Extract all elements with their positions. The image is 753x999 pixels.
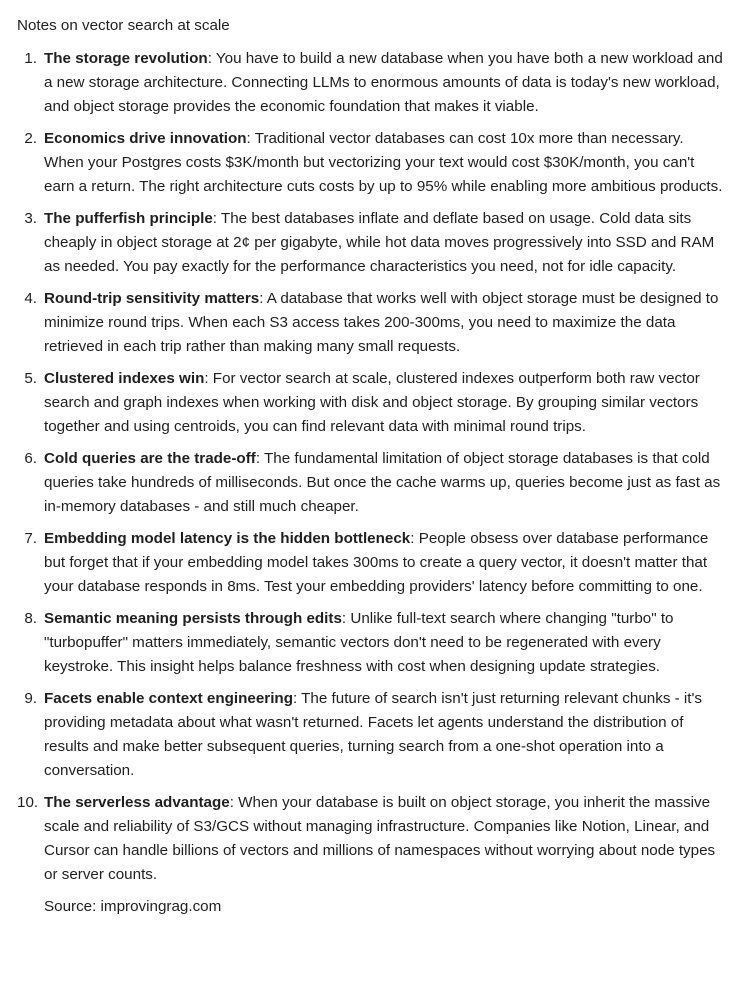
item-body: : The future of search isn't just returning relevant chunks - it's providing metadata about what wasn't returned. Facets let agents understand the distribution of results and make better subsequent queries, turning search from a one-shot operation into a conversation. — [44, 690, 703, 779]
item-body: : For vector search at scale, clustered indexes outperform both raw vector search and graph indexes when working with disk and object storage. By grouping similar vectors together and using centroids, you can find relevant data with minimal round trips. — [44, 370, 700, 435]
item-number: 8. — [24, 610, 37, 627]
item-number: 10. — [17, 794, 39, 811]
item-heading: Facets enable context engineering — [44, 690, 293, 707]
item-body: : You have to build a new database when you have both a new workload and a new storage architecture. Connecting LLMs to enormous amounts of data is today's new workload, and object storage provides the economic foundation that makes it viable. — [44, 50, 723, 115]
list-item — [17, 207, 723, 279]
item-body: : The best databases inflate and deflate based on usage. Cold data sits cheaply in object storage at 2¢ per gigabyte, while hot data moves progressively into SSD and RAM as needed. You pay exactly for the performance characteristics you need, not for idle capacity. — [44, 210, 715, 275]
list-item — [17, 47, 723, 119]
item-heading: The storage revolution — [44, 50, 208, 67]
notes-document — [17, 14, 723, 919]
list-item — [17, 447, 723, 519]
item-body: : People obsess over database performance but forget that if your embedding model takes 300ms to create a query vector, it doesn't matter that your database responds in 8ms. Test your embedding providers' latency before committing to one. — [44, 530, 709, 595]
list-item — [17, 367, 723, 439]
item-heading: Cold queries are the trade-off — [44, 450, 256, 467]
item-body: : When your database is built on object storage, you inherit the massive scale and reliability of S3/GCS without managing infrastructure. Companies like Notion, Linear, and Cursor can handle billions of vectors and millions of namespaces without worrying about node types or server counts. — [44, 794, 716, 883]
list-item — [17, 527, 723, 599]
item-heading: Clustered indexes win — [44, 370, 205, 387]
item-heading: Economics drive innovation — [44, 130, 247, 147]
item-number: 2. — [24, 130, 37, 147]
item-heading: The pufferfish principle — [44, 210, 213, 227]
notes-list — [17, 47, 723, 887]
item-number: 7. — [24, 530, 37, 547]
list-item — [17, 607, 723, 679]
item-heading: Embedding model latency is the hidden bottleneck — [44, 530, 411, 547]
list-item — [17, 287, 723, 359]
list-item — [17, 791, 723, 887]
item-heading: The serverless advantage — [44, 794, 230, 811]
item-number: 1. — [24, 50, 37, 67]
item-body: : The fundamental limitation of object storage databases is that cold queries take hundreds of milliseconds. But once the cache warms up, queries become just as fast as in-memory databases - and still much cheaper. — [44, 450, 721, 515]
item-body: : A database that works well with object storage must be designed to minimize round trips. When each S3 access takes 200-300ms, you need to maximize the data retrieved in each trip rather than making many small requests. — [44, 290, 719, 355]
item-body: : Unlike full-text search where changing "turbo" to "turbopuffer" matters immediately, semantic vectors don't need to be regenerated with every keystroke. This insight helps balance freshness with cost when designing update strategies. — [44, 610, 674, 675]
item-heading: Semantic meaning persists through edits — [44, 610, 342, 627]
source-attribution: Source: improvingrag.com — [44, 898, 222, 915]
item-number: 9. — [24, 690, 37, 707]
item-body: : Traditional vector databases can cost 10x more than necessary. When your Postgres costs $3K/month but vectorizing your text would cost $30K/month, you can't earn a return. The right architecture cuts costs by up to 95% while enabling more ambitious products. — [44, 130, 723, 195]
item-number: 3. — [24, 210, 37, 227]
item-number: 6. — [24, 450, 37, 467]
item-number: 4. — [24, 290, 37, 307]
item-number: 5. — [24, 370, 37, 387]
document-title: Notes on vector search at scale — [17, 17, 230, 34]
list-item — [17, 127, 723, 199]
list-item — [17, 687, 723, 783]
item-heading: Round-trip sensitivity matters — [44, 290, 260, 307]
